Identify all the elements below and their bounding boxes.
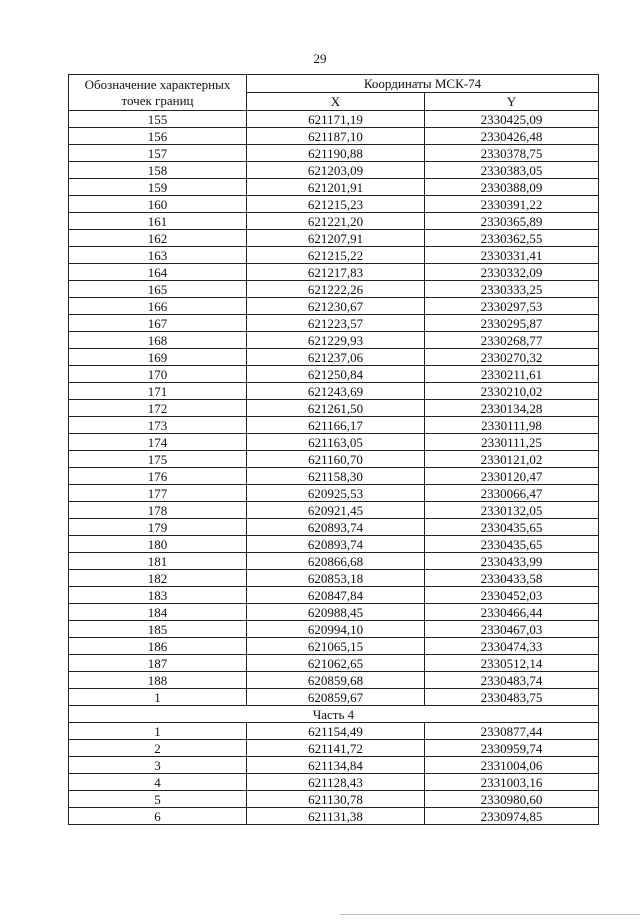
y-coordinate-cell: 2330111,25 xyxy=(425,434,599,451)
point-id-cell: 167 xyxy=(69,315,247,332)
table-row xyxy=(69,774,599,791)
y-coordinate-cell: 2330333,25 xyxy=(425,281,599,298)
table-body xyxy=(69,111,599,825)
point-id-cell: 177 xyxy=(69,485,247,502)
x-coordinate-cell: 621222,26 xyxy=(247,281,425,298)
x-coordinate-cell: 621217,83 xyxy=(247,264,425,281)
y-coordinate-cell: 2330433,99 xyxy=(425,553,599,570)
table-row xyxy=(69,587,599,604)
x-coordinate-cell: 621215,22 xyxy=(247,247,425,264)
x-coordinate-cell: 621158,30 xyxy=(247,468,425,485)
x-coordinate-cell: 620988,45 xyxy=(247,604,425,621)
y-coordinate-cell: 2330483,74 xyxy=(425,672,599,689)
point-id-cell: 179 xyxy=(69,519,247,536)
point-id-cell: 160 xyxy=(69,196,247,213)
table-row xyxy=(69,298,599,315)
y-coordinate-cell: 2330132,05 xyxy=(425,502,599,519)
y-coordinate-cell: 2330474,33 xyxy=(425,638,599,655)
point-id-cell: 161 xyxy=(69,213,247,230)
y-coordinate-cell: 2330388,09 xyxy=(425,179,599,196)
x-coordinate-cell: 621128,43 xyxy=(247,774,425,791)
y-coordinate-cell: 2330512,14 xyxy=(425,655,599,672)
x-coordinate-cell: 620866,68 xyxy=(247,553,425,570)
table-row xyxy=(69,366,599,383)
table-row xyxy=(69,162,599,179)
y-coordinate-cell: 2330435,65 xyxy=(425,519,599,536)
point-id-cell: 165 xyxy=(69,281,247,298)
y-coordinate-cell: 2330331,41 xyxy=(425,247,599,264)
x-coordinate-cell: 621215,23 xyxy=(247,196,425,213)
x-coordinate-cell: 620859,67 xyxy=(247,689,425,706)
y-coordinate-cell: 2330435,65 xyxy=(425,536,599,553)
point-id-cell: 166 xyxy=(69,298,247,315)
table-row xyxy=(69,434,599,451)
x-coordinate-cell: 620921,45 xyxy=(247,502,425,519)
y-coordinate-cell: 2330365,89 xyxy=(425,213,599,230)
point-id-cell: 186 xyxy=(69,638,247,655)
x-coordinate-cell: 621065,15 xyxy=(247,638,425,655)
y-coordinate-cell: 2330270,32 xyxy=(425,349,599,366)
y-coordinate-cell: 2330268,77 xyxy=(425,332,599,349)
point-id-cell: 170 xyxy=(69,366,247,383)
y-coordinate-cell: 2330111,98 xyxy=(425,417,599,434)
table-row xyxy=(69,332,599,349)
point-id-cell: 169 xyxy=(69,349,247,366)
x-coordinate-cell: 621201,91 xyxy=(247,179,425,196)
x-coordinate-cell: 621171,19 xyxy=(247,111,425,128)
x-coordinate-cell: 621237,06 xyxy=(247,349,425,366)
point-id-cell: 173 xyxy=(69,417,247,434)
x-coordinate-cell: 621166,17 xyxy=(247,417,425,434)
x-coordinate-cell: 620925,53 xyxy=(247,485,425,502)
y-coordinate-cell: 2330980,60 xyxy=(425,791,599,808)
y-coordinate-cell: 2330483,75 xyxy=(425,689,599,706)
y-coordinate-cell: 2330210,02 xyxy=(425,383,599,400)
table-row xyxy=(69,570,599,587)
x-coordinate-cell: 620853,18 xyxy=(247,570,425,587)
x-coordinate-cell: 620859,68 xyxy=(247,672,425,689)
x-coordinate-cell: 621243,69 xyxy=(247,383,425,400)
point-id-cell: 156 xyxy=(69,128,247,145)
page-number: 29 xyxy=(313,51,327,66)
y-coordinate-cell: 2330121,02 xyxy=(425,451,599,468)
x-coordinate-cell: 621062,65 xyxy=(247,655,425,672)
table-row xyxy=(69,723,599,740)
coords-system-header: Координаты МСК-74 xyxy=(247,75,599,93)
point-id-cell: 168 xyxy=(69,332,247,349)
y-coordinate-cell: 2330332,09 xyxy=(425,264,599,281)
y-coordinate-cell: 2330066,47 xyxy=(425,485,599,502)
y-coordinate-cell: 2330452,03 xyxy=(425,587,599,604)
x-coordinate-cell: 621250,84 xyxy=(247,366,425,383)
x-coordinate-cell: 620994,10 xyxy=(247,621,425,638)
table-row xyxy=(69,196,599,213)
table-row xyxy=(69,383,599,400)
point-id-cell: 174 xyxy=(69,434,247,451)
table-row xyxy=(69,536,599,553)
x-coordinate-cell: 621223,57 xyxy=(247,315,425,332)
point-id-cell: 155 xyxy=(69,111,247,128)
x-coordinate-cell: 621229,93 xyxy=(247,332,425,349)
y-coordinate-cell: 2330297,53 xyxy=(425,298,599,315)
point-id-cell: 3 xyxy=(69,757,247,774)
point-id-cell: 182 xyxy=(69,570,247,587)
x-coordinate-cell: 621207,91 xyxy=(247,230,425,247)
table-row xyxy=(69,808,599,825)
table-row xyxy=(69,451,599,468)
point-id-cell: 159 xyxy=(69,179,247,196)
point-id-cell: 5 xyxy=(69,791,247,808)
point-id-cell: 171 xyxy=(69,383,247,400)
table-row xyxy=(69,553,599,570)
x-coordinate-cell: 621163,05 xyxy=(247,434,425,451)
point-id-cell: 164 xyxy=(69,264,247,281)
table-row xyxy=(69,502,599,519)
y-coordinate-cell: 2330467,03 xyxy=(425,621,599,638)
point-id-cell: 180 xyxy=(69,536,247,553)
points-column-header: Обозначение характерных точек границ xyxy=(69,75,247,111)
y-coordinate-cell: 2330295,87 xyxy=(425,315,599,332)
table-row xyxy=(69,111,599,128)
x-coordinate-cell: 621190,88 xyxy=(247,145,425,162)
table-row xyxy=(69,672,599,689)
table-row xyxy=(69,264,599,281)
point-id-cell: 176 xyxy=(69,468,247,485)
table-row xyxy=(69,791,599,808)
point-id-cell: 4 xyxy=(69,774,247,791)
table-row xyxy=(69,128,599,145)
y-coordinate-cell: 2331003,16 xyxy=(425,774,599,791)
point-id-cell: 175 xyxy=(69,451,247,468)
x-coordinate-cell: 621187,10 xyxy=(247,128,425,145)
table-row xyxy=(69,621,599,638)
table-row xyxy=(69,689,599,706)
scan-artifact-line xyxy=(340,914,640,915)
table-row xyxy=(69,281,599,298)
table-row xyxy=(69,604,599,621)
point-id-cell: 181 xyxy=(69,553,247,570)
point-id-cell: 183 xyxy=(69,587,247,604)
point-id-cell: 158 xyxy=(69,162,247,179)
y-coordinate-cell: 2330877,44 xyxy=(425,723,599,740)
y-coordinate-cell: 2330433,58 xyxy=(425,570,599,587)
point-id-cell: 1 xyxy=(69,723,247,740)
y-coordinate-cell: 2330211,61 xyxy=(425,366,599,383)
table-row xyxy=(69,179,599,196)
x-coordinate-cell: 621130,78 xyxy=(247,791,425,808)
point-id-cell: 187 xyxy=(69,655,247,672)
table-row xyxy=(69,655,599,672)
point-id-cell: 172 xyxy=(69,400,247,417)
x-column-header: X xyxy=(247,93,425,111)
point-id-cell: 163 xyxy=(69,247,247,264)
y-coordinate-cell: 2330466,44 xyxy=(425,604,599,621)
table-row xyxy=(69,519,599,536)
point-id-cell: 157 xyxy=(69,145,247,162)
table-header xyxy=(69,75,599,111)
table-row xyxy=(69,247,599,264)
table-row xyxy=(69,400,599,417)
x-coordinate-cell: 621141,72 xyxy=(247,740,425,757)
point-id-cell: 6 xyxy=(69,808,247,825)
table-row xyxy=(69,315,599,332)
point-id-cell: 178 xyxy=(69,502,247,519)
table-row xyxy=(69,213,599,230)
table-row xyxy=(69,417,599,434)
y-coordinate-cell: 2330120,47 xyxy=(425,468,599,485)
table-row xyxy=(69,468,599,485)
y-coordinate-cell: 2330378,75 xyxy=(425,145,599,162)
x-coordinate-cell: 621221,20 xyxy=(247,213,425,230)
x-coordinate-cell: 621203,09 xyxy=(247,162,425,179)
x-coordinate-cell: 620893,74 xyxy=(247,519,425,536)
y-coordinate-cell: 2330383,05 xyxy=(425,162,599,179)
table-row xyxy=(69,145,599,162)
table-row xyxy=(69,740,599,757)
point-id-cell: 188 xyxy=(69,672,247,689)
point-id-cell: 162 xyxy=(69,230,247,247)
x-coordinate-cell: 620847,84 xyxy=(247,587,425,604)
x-coordinate-cell: 621154,49 xyxy=(247,723,425,740)
y-coordinate-cell: 2330974,85 xyxy=(425,808,599,825)
section-title: Часть 4 xyxy=(69,706,599,723)
x-coordinate-cell: 621261,50 xyxy=(247,400,425,417)
x-coordinate-cell: 621134,84 xyxy=(247,757,425,774)
point-id-cell: 1 xyxy=(69,689,247,706)
x-coordinate-cell: 621160,70 xyxy=(247,451,425,468)
y-coordinate-cell: 2330134,28 xyxy=(425,400,599,417)
table-row xyxy=(69,349,599,366)
coordinates-table xyxy=(68,74,599,825)
point-id-cell: 184 xyxy=(69,604,247,621)
section-row xyxy=(69,706,599,723)
table-row xyxy=(69,230,599,247)
table-row xyxy=(69,638,599,655)
point-id-cell: 185 xyxy=(69,621,247,638)
y-coordinate-cell: 2330391,22 xyxy=(425,196,599,213)
y-coordinate-cell: 2331004,06 xyxy=(425,757,599,774)
y-coordinate-cell: 2330362,55 xyxy=(425,230,599,247)
y-column-header: Y xyxy=(425,93,599,111)
x-coordinate-cell: 620893,74 xyxy=(247,536,425,553)
x-coordinate-cell: 621131,38 xyxy=(247,808,425,825)
y-coordinate-cell: 2330426,48 xyxy=(425,128,599,145)
y-coordinate-cell: 2330425,09 xyxy=(425,111,599,128)
y-coordinate-cell: 2330959,74 xyxy=(425,740,599,757)
table-row xyxy=(69,485,599,502)
table-row xyxy=(69,757,599,774)
x-coordinate-cell: 621230,67 xyxy=(247,298,425,315)
point-id-cell: 2 xyxy=(69,740,247,757)
